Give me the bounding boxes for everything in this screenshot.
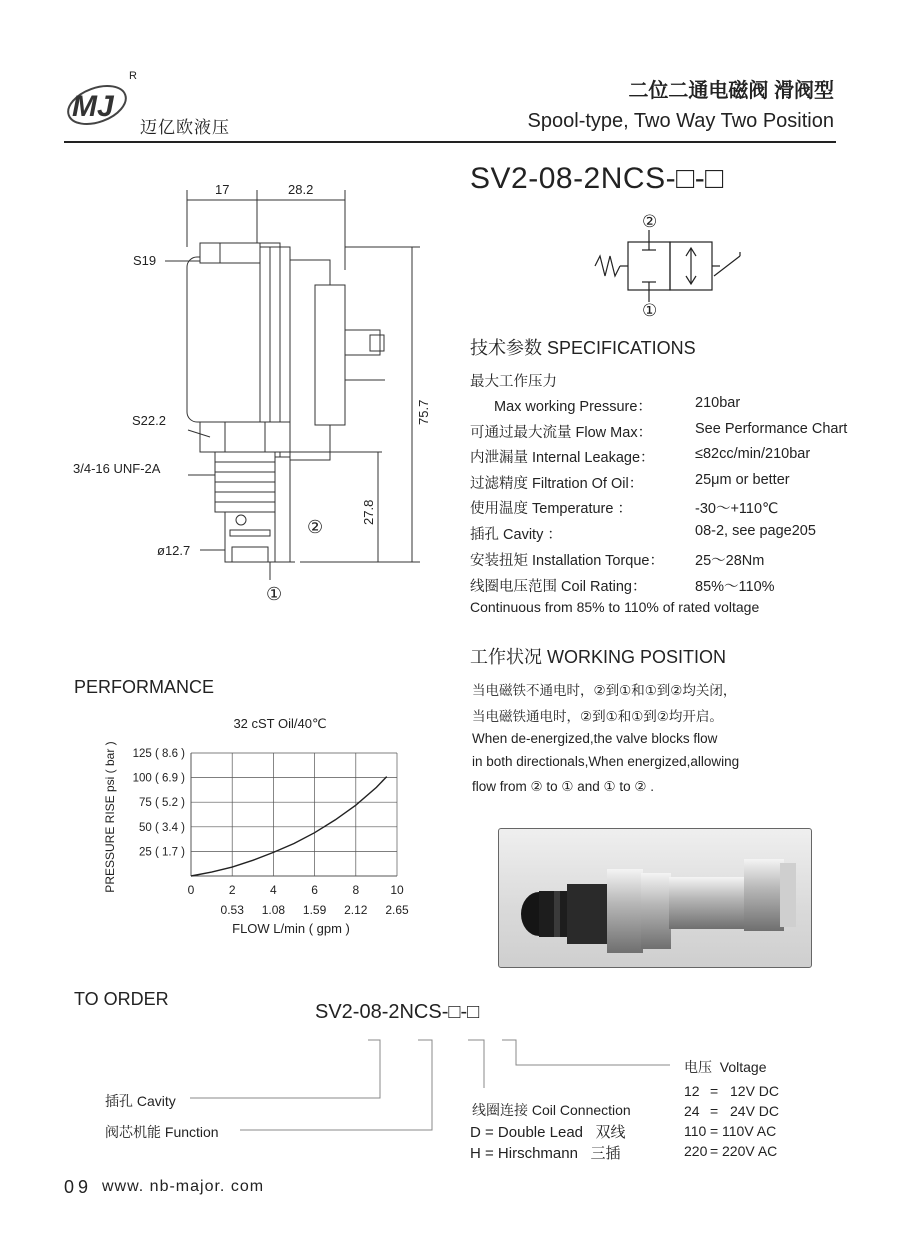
dim-17: 17: [215, 182, 230, 197]
voltage-heading: 电压 Voltage: [684, 1059, 767, 1075]
voltage-code-24: 24: [684, 1103, 700, 1119]
spec-value-pressure: 210bar: [695, 395, 741, 411]
voltage-code-12: 12: [684, 1083, 700, 1099]
page-number: 09: [64, 1177, 93, 1197]
voltage-value-220: 220V AC: [722, 1143, 778, 1159]
spec-value-flow: See Performance Chart: [695, 421, 848, 437]
voltage-eq-12: =: [710, 1083, 719, 1099]
dim-75-7: 75.7: [416, 399, 431, 425]
spec-value-cavity: 08-2, see page205: [695, 523, 816, 539]
chart-y-tick-label: 125 ( 8.6 ): [132, 748, 185, 760]
chart-y-tick-label: 25 ( 1.7 ): [138, 846, 185, 859]
spec-pressure-cn: 最大工作压力: [470, 374, 557, 390]
label-thread: 3/4-16 UNF-2A: [73, 461, 161, 476]
coil-connection-heading: 线圈连接 Coil Connection: [472, 1102, 631, 1118]
voltage-eq-110: =: [710, 1123, 719, 1139]
voltage-eq-24: =: [710, 1103, 719, 1119]
chart-x-tick-label: 4: [270, 883, 277, 897]
registered-mark: R: [129, 70, 137, 82]
order-function-label: 阀芯机能 Function: [105, 1124, 219, 1140]
chart-x-tick-gpm-label: 1.59: [302, 903, 327, 917]
spec-label-filtration: 过滤精度 Filtration Of Oil：: [470, 476, 644, 492]
spec-label-temperature: 使用温度 Temperature ：: [470, 501, 632, 517]
chart-x-tick-label: 2: [228, 883, 236, 897]
spec-label-flow: 可通过最大流量 Flow Max：: [470, 425, 653, 441]
svg-text:MJ: MJ: [72, 90, 114, 123]
page-title-cn: 二位二通电磁阀 滑阀型: [628, 80, 834, 102]
spec-value-temperature: -30～+110℃: [695, 501, 779, 517]
website-link[interactable]: www. nb-major. com: [102, 1178, 265, 1195]
voltage-value-24: 24V DC: [730, 1103, 780, 1119]
voltage-code-110: 110: [684, 1123, 707, 1139]
chart-x-tick-label: 0: [187, 883, 195, 897]
spec-note: Continuous from 85% to 110% of rated voltage: [470, 599, 760, 615]
chart-x-tick-gpm-label: 1.08: [261, 903, 286, 917]
working-line-1: 当电磁铁不通电时，②到①和①到②均关闭，: [472, 683, 737, 698]
spec-value-torque: 25～28Nm: [695, 553, 765, 569]
chart-x-tick-label: 8: [352, 883, 360, 897]
model-number: SV2-08-2NCS-□-□: [470, 162, 724, 195]
voltage-value-110: 110V AC: [722, 1123, 777, 1139]
spec-value-leakage: ≤82cc/min/210bar: [695, 446, 811, 462]
chart-x-tick-gpm-label: 2.12: [344, 903, 368, 917]
spec-value-coil: 85%～110%: [695, 579, 775, 595]
to-order-heading: TO ORDER: [74, 989, 169, 1009]
dim-28-2: 28.2: [288, 182, 314, 197]
port-2-label: ②: [307, 517, 324, 537]
working-line-3: When de-energized,the valve blocks flow: [472, 731, 718, 746]
label-s19: S19: [133, 253, 157, 268]
working-line-5: flow from ② to ① and ① to ② .: [472, 779, 654, 794]
spec-label-cavity: 插孔 Cavity ：: [470, 527, 562, 543]
label-s22-2: S22.2: [132, 413, 166, 428]
chart-x-tick-label: 6: [311, 883, 318, 897]
specifications-heading: 技术参数 SPECIFICATIONS: [470, 338, 696, 358]
chart-x-axis-label: FLOW L/min ( gpm ): [232, 921, 350, 936]
symbol-port-1: ①: [642, 301, 658, 320]
chart-title: 32 cST Oil/40℃: [233, 716, 327, 731]
voltage-eq-220: =: [710, 1143, 719, 1159]
working-position-heading: 工作状况 WORKING POSITION: [470, 647, 727, 667]
working-line-2: 当电磁铁通电时，②到①和①到②均开启。: [472, 709, 723, 724]
chart-x-tick-gpm-label: 0.53: [220, 903, 244, 917]
port-1-label: ①: [266, 584, 283, 604]
page-title-en: Spool-type, Two Way Two Position: [527, 110, 834, 132]
chart-x-tick-label: 10: [390, 883, 404, 897]
company-name: 迈亿欧液压: [140, 118, 230, 137]
symbol-port-2: ②: [642, 212, 658, 231]
spec-label-leakage: 内泄漏量 Internal Leakage：: [470, 450, 655, 466]
performance-heading: PERFORMANCE: [74, 677, 215, 697]
spec-value-filtration: 25μm or better: [695, 472, 790, 488]
voltage-value-12: 12V DC: [730, 1083, 780, 1099]
spec-label-coil: 线圈电压范围 Coil Rating：: [470, 579, 647, 595]
coil-option-d: D = Double Lead 双线: [470, 1124, 626, 1141]
label-diameter: ø12.7: [157, 543, 191, 558]
dim-27-8: 27.8: [361, 499, 376, 525]
voltage-code-220: 220: [684, 1143, 708, 1159]
chart-y-tick-label: 75 ( 5.2 ): [138, 797, 185, 810]
chart-y-axis-label: PRESSURE RISE psi ( bar ): [103, 741, 117, 893]
working-line-4: in both directionals,When energized,allowing: [472, 754, 740, 769]
coil-option-h: H = Hirschmann 三插: [470, 1145, 621, 1162]
spec-label-torque: 安装扭矩 Installation Torque：: [470, 553, 664, 569]
order-model: SV2-08-2NCS-□-□: [315, 1001, 480, 1023]
spec-label-pressure: Max working Pressure：: [494, 399, 652, 415]
chart-y-tick-label: 100 ( 6.9 ): [132, 772, 185, 785]
chart-y-tick-label: 50 ( 3.4 ): [138, 821, 185, 834]
chart-x-tick-gpm-label: 2.65: [385, 903, 409, 917]
order-cavity-label: 插孔 Cavity: [105, 1093, 176, 1109]
